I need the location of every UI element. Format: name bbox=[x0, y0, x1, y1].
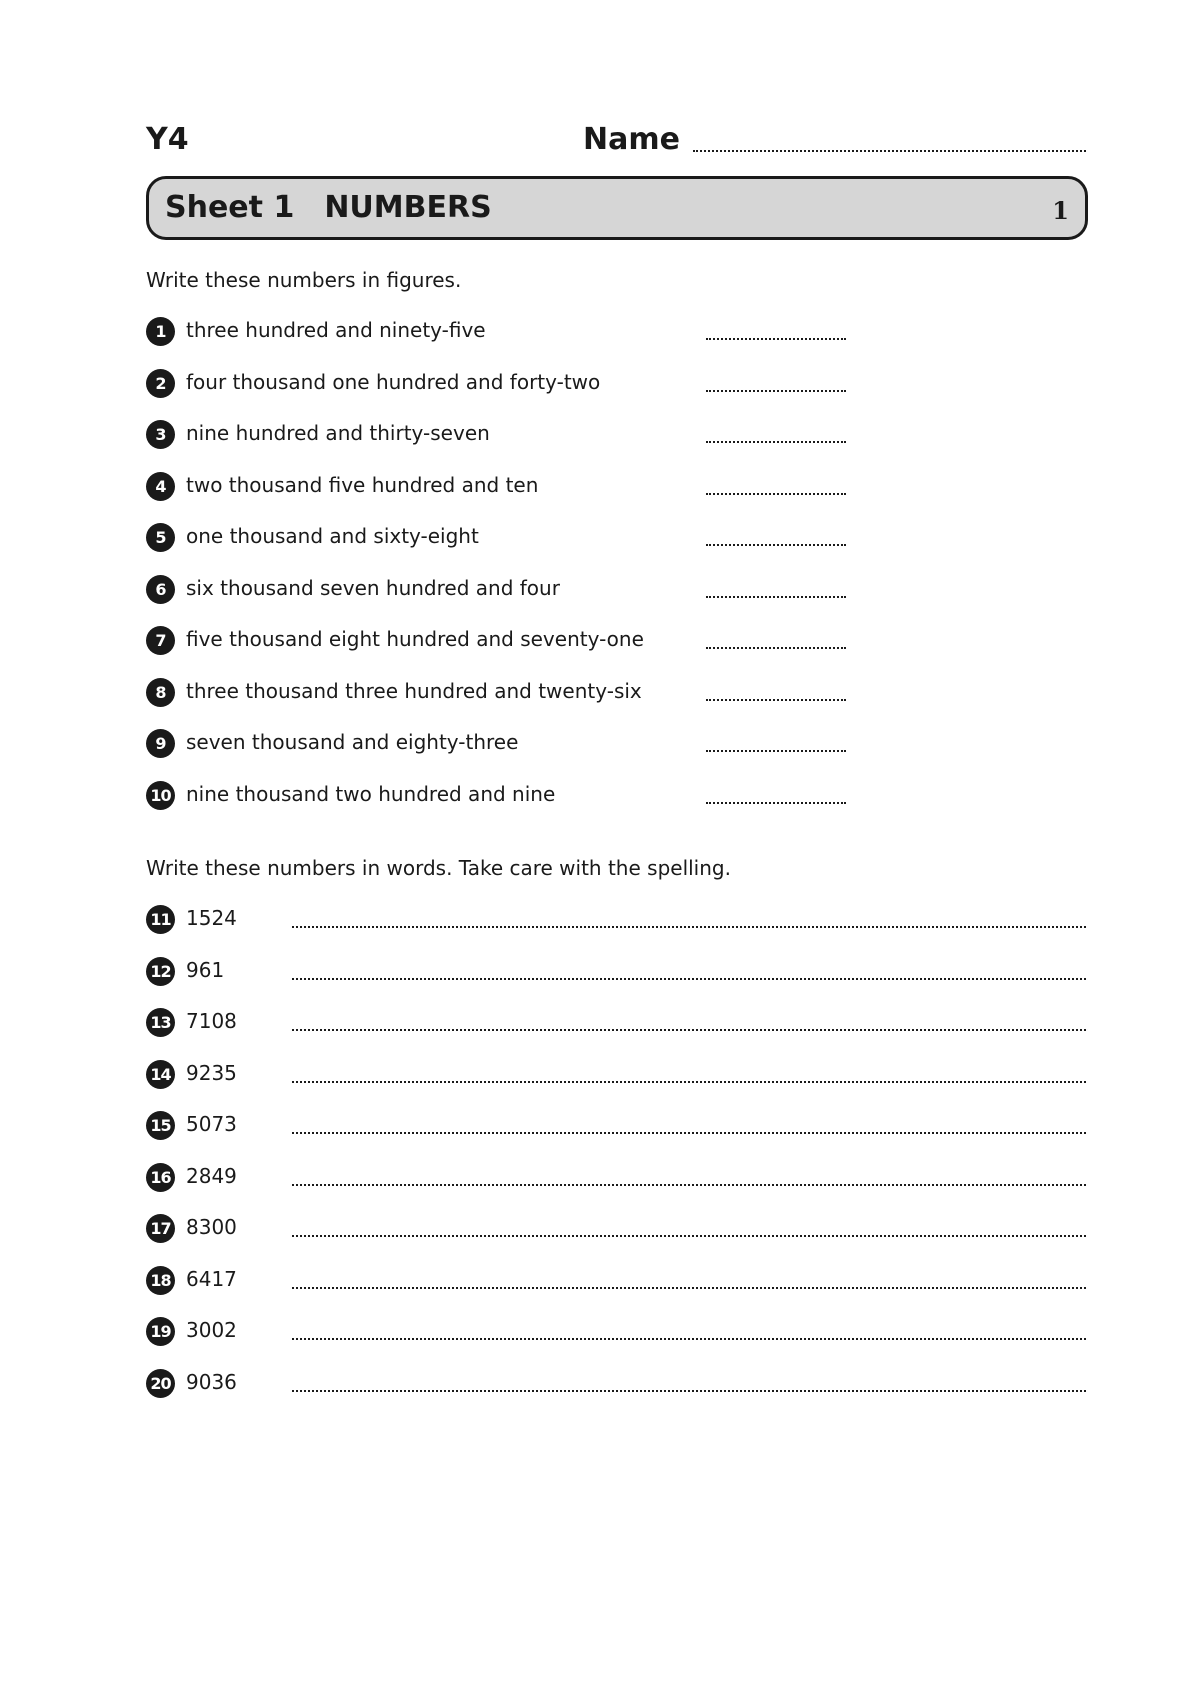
question-row bbox=[146, 1214, 1086, 1266]
question-number-badge: 20 bbox=[146, 1369, 175, 1398]
banner-title bbox=[165, 190, 492, 225]
question-number-value: 9235 bbox=[186, 1060, 237, 1085]
question-number-value: 8300 bbox=[186, 1215, 237, 1239]
question-row bbox=[146, 1266, 1086, 1318]
question-number-badge: 19 bbox=[146, 1317, 175, 1346]
answer-line[interactable] bbox=[706, 749, 846, 752]
question-number-badge: 11 bbox=[146, 905, 175, 934]
answer-line[interactable] bbox=[706, 492, 846, 495]
name-label: Name bbox=[583, 122, 680, 157]
question-number-value: 5073 bbox=[186, 1112, 237, 1136]
question-row bbox=[146, 957, 1086, 1009]
answer-line[interactable] bbox=[706, 440, 846, 443]
question-text: three hundred and ninety-five bbox=[186, 318, 486, 342]
question-row bbox=[146, 905, 1086, 957]
question-number-badge: 6 bbox=[146, 575, 175, 604]
answer-line[interactable] bbox=[292, 1389, 1086, 1392]
question-number-badge: 3 bbox=[146, 420, 175, 449]
question-number-badge: 1 bbox=[146, 317, 175, 346]
question-number-badge: 14 bbox=[146, 1060, 175, 1089]
question-number-value: 6417 bbox=[186, 1266, 237, 1291]
answer-line[interactable] bbox=[706, 337, 846, 340]
question-number-value: 961 bbox=[186, 957, 225, 982]
question-row bbox=[146, 369, 1086, 421]
question-number-value: 1524 bbox=[186, 906, 237, 930]
answer-line[interactable] bbox=[706, 595, 846, 598]
answer-line[interactable] bbox=[706, 801, 846, 804]
question-text: one thousand and sixty-eight bbox=[186, 524, 479, 548]
answer-line[interactable] bbox=[292, 1080, 1086, 1083]
answer-line[interactable] bbox=[292, 1183, 1086, 1186]
question-row bbox=[146, 781, 1086, 833]
section2-instruction: Write these numbers in words. Take care with the spelling. bbox=[146, 856, 731, 880]
question-row bbox=[146, 317, 1086, 369]
question-number-badge: 15 bbox=[146, 1111, 175, 1140]
question-number-badge: 16 bbox=[146, 1163, 175, 1192]
question-row bbox=[146, 1369, 1086, 1421]
name-field bbox=[583, 122, 1086, 162]
answer-line[interactable] bbox=[292, 1131, 1086, 1134]
answer-line[interactable] bbox=[706, 389, 846, 392]
question-row bbox=[146, 729, 1086, 781]
question-number-badge: 13 bbox=[146, 1008, 175, 1037]
question-text: nine thousand two hundred and nine bbox=[186, 781, 556, 806]
question-number-badge: 18 bbox=[146, 1266, 175, 1295]
question-number-badge: 9 bbox=[146, 729, 175, 758]
question-row bbox=[146, 1111, 1086, 1163]
question-text: nine hundred and thirty-seven bbox=[186, 421, 490, 445]
question-row bbox=[146, 678, 1086, 730]
question-number-badge: 4 bbox=[146, 472, 175, 501]
question-number-badge: 17 bbox=[146, 1214, 175, 1243]
question-row bbox=[146, 1008, 1086, 1060]
question-number-badge: 8 bbox=[146, 678, 175, 707]
answer-line[interactable] bbox=[292, 1028, 1086, 1031]
question-number-badge: 2 bbox=[146, 369, 175, 398]
question-number-badge: 10 bbox=[146, 781, 175, 810]
topic-label: NUMBERS bbox=[324, 190, 492, 225]
sheet-label: Sheet 1 bbox=[165, 190, 295, 225]
question-text: five thousand eight hundred and seventy-one bbox=[186, 627, 644, 651]
words-question-list bbox=[146, 905, 1086, 1420]
answer-line[interactable] bbox=[292, 977, 1086, 980]
answer-line[interactable] bbox=[292, 1337, 1086, 1340]
page-number: 1 bbox=[1052, 196, 1069, 225]
question-number-badge: 12 bbox=[146, 957, 175, 986]
question-row bbox=[146, 523, 1086, 575]
figures-question-list bbox=[146, 317, 1086, 832]
sheet-banner bbox=[146, 176, 1088, 240]
question-text: four thousand one hundred and forty-two bbox=[186, 369, 601, 394]
question-number-value: 2849 bbox=[186, 1163, 237, 1188]
question-number-value: 9036 bbox=[186, 1369, 237, 1394]
question-row bbox=[146, 1060, 1086, 1112]
answer-line[interactable] bbox=[706, 543, 846, 546]
name-answer-line[interactable] bbox=[693, 150, 1086, 152]
year-label: Y4 bbox=[146, 122, 189, 157]
question-row bbox=[146, 626, 1086, 678]
question-text: seven thousand and eighty-three bbox=[186, 730, 519, 754]
question-number-value: 3002 bbox=[186, 1318, 237, 1342]
question-row bbox=[146, 1317, 1086, 1369]
question-text: two thousand five hundred and ten bbox=[186, 472, 539, 497]
question-row bbox=[146, 575, 1086, 627]
question-number-badge: 5 bbox=[146, 523, 175, 552]
question-row bbox=[146, 420, 1086, 472]
answer-line[interactable] bbox=[292, 925, 1086, 928]
question-number-badge: 7 bbox=[146, 626, 175, 655]
question-row bbox=[146, 1163, 1086, 1215]
answer-line[interactable] bbox=[292, 1234, 1086, 1237]
question-text: three thousand three hundred and twenty-six bbox=[186, 678, 642, 703]
question-number-value: 7108 bbox=[186, 1009, 237, 1033]
question-row bbox=[146, 472, 1086, 524]
header bbox=[146, 122, 1086, 162]
question-text: six thousand seven hundred and four bbox=[186, 575, 560, 600]
section1-instruction: Write these numbers in figures. bbox=[146, 268, 462, 292]
answer-line[interactable] bbox=[706, 698, 846, 701]
answer-line[interactable] bbox=[706, 646, 846, 649]
answer-line[interactable] bbox=[292, 1286, 1086, 1289]
